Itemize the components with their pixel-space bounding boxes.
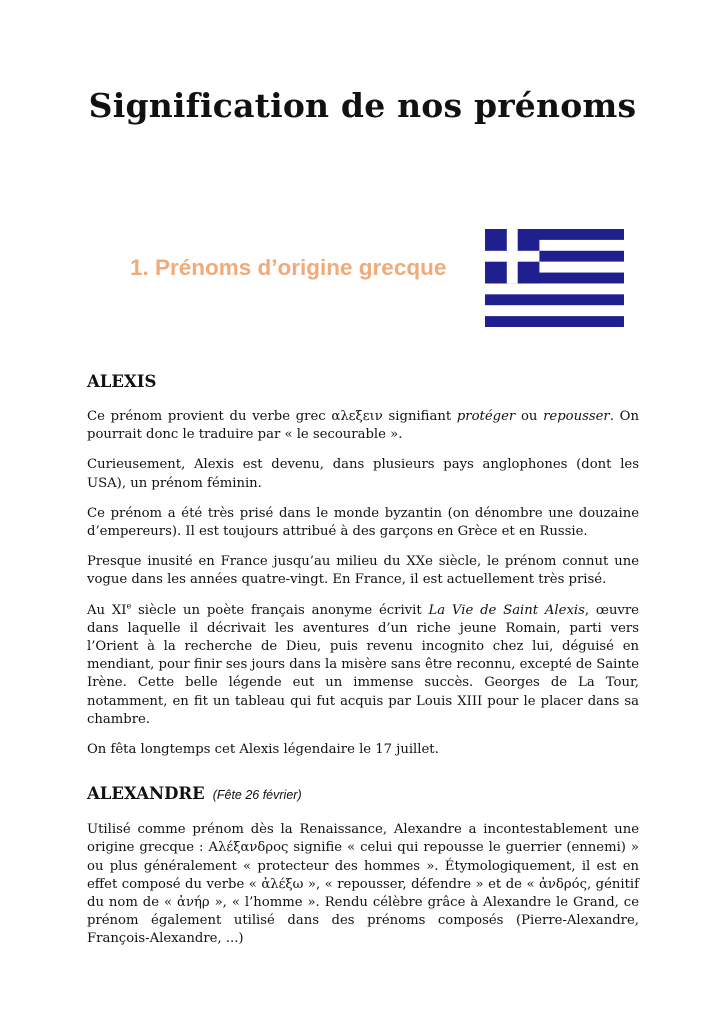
paragraph: Ce prénom provient du verbe grec αλεξειν signifiant protéger ou repousser. On pourrait donc le traduire par « le secourable ». — [87, 409, 639, 443]
flag-stripe — [485, 283, 624, 294]
flag-stripe — [485, 316, 624, 327]
paragraph: Utilisé comme prénom dès la Renaissance, Alexandre a incontestablement une origine grecque : Αλέξανδρος signifie « celui qui repousse le guerrier (ennemi) » ou plus généralement « protecteur des hommes ». Étymologiquement, il est en effet composé du verbe « ἀλέξω », « repousser, défendre » et de « ἀνδρός, génitif du nom de « ἀνήρ », « l’homme ». Rendu célèbre grâce à Alexandre le Grand, ce prénom également utilisé dans des prénoms composés (Pierre-Alexandre, François-Alexandre, ...) — [87, 822, 639, 947]
feast-date: (Fête 26 février) — [212, 788, 302, 803]
greek-flag-icon — [485, 229, 624, 327]
flag-stripe — [485, 305, 624, 316]
article-body — [87, 372, 639, 961]
paragraph: Curieusement, Alexis est devenu, dans plusieurs pays anglophones (dont les USA), un prénom féminin. — [87, 457, 639, 491]
flag-stripe — [485, 294, 624, 305]
paragraph: Presque inusité en France jusqu’au milieu du XXe siècle, le prénom connut une vogue dans les années quatre-vingt. En France, il est actuellement très prisé. — [87, 554, 639, 588]
name-heading-alexandre: ALEXANDRE (Fête 26 février) — [87, 784, 302, 804]
flag-cross-vertical — [507, 229, 518, 283]
paragraph: Ce prénom a été très prisé dans le monde byzantin (on dénombre une douzaine d’empereurs). Il est toujours attribué à des garçons en Grèce et en Russie. — [87, 505, 639, 540]
paragraph: Au XIe siècle un poète français anonyme écrivit La Vie de Saint Alexis, œuvre dans laquelle il décrivait les aventures d’un riche jeune Romain, parti vers l’Orient à la recherche de Dieu, puis revenu incognito chez lui, déguisé en mendiant, pour finir ses jours dans la misère sans être reconnu, excepté de Sainte Irène. Cette belle légende eut un immense succès. Georges de La Tour, notamment, en fit un tableau qui fut acquis par Louis XIII pour le placer dans sa chambre. — [87, 601, 639, 727]
name-heading-alexis: ALEXIS — [87, 372, 157, 391]
page-title: Signification de nos prénoms — [88, 86, 637, 125]
section-heading: 1. Prénoms d’origine grecque — [130, 255, 447, 280]
paragraph: On fêta longtemps cet Alexis légendaire le 17 juillet. — [87, 742, 439, 758]
